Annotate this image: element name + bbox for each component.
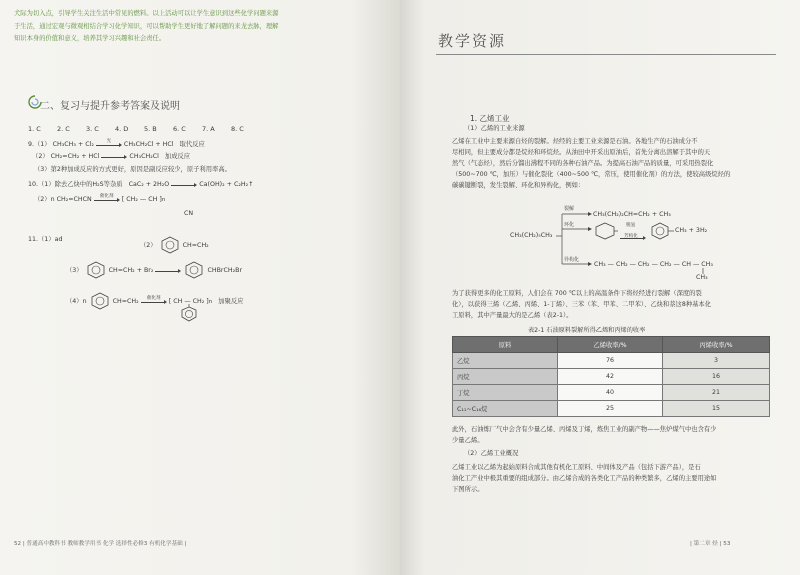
scheme-product3: CH₃ — CH₂ — CH₂ — CH₂ — CH — CH₃ xyxy=(594,261,713,268)
text-line: 油化工产业中极其重要的组成部分。由乙烯合成的各类化工产品的种类繁多，乙烯的主要用途如 xyxy=(452,475,717,482)
benzene-ring-icon xyxy=(159,236,181,254)
mc-answers xyxy=(28,125,260,133)
q11-part2 xyxy=(140,236,209,254)
q9-eq2-type: 加成反应 xyxy=(164,153,191,160)
q9-eq1-type: 取代反应 xyxy=(179,141,205,148)
reaction-arrow-icon xyxy=(620,233,646,241)
table-caption: 表2-1 石油原料裂解所得乙烯和丙烯的收率 xyxy=(528,327,646,334)
q11-p2-struct: CH=CH₂ xyxy=(182,242,209,249)
reaction-arrow-icon xyxy=(141,297,167,305)
cyclohexane-ring-icon xyxy=(592,221,618,241)
table-cell: 16 xyxy=(663,369,770,385)
page-footer-right: | 第二章 烃 | 53 xyxy=(690,541,731,547)
arrow-condition: 催化剂 xyxy=(146,296,161,301)
benzene-ring-icon xyxy=(178,304,200,322)
q9-line2 xyxy=(28,152,190,161)
q11-part3 xyxy=(66,261,242,279)
paragraph-cracking xyxy=(452,288,774,321)
scheme-branch-lines xyxy=(554,206,594,276)
mc-answer: 1. C xyxy=(28,125,41,133)
column-header: 丙烯收率/% xyxy=(663,337,770,353)
q11-p3-lhs: CH=CH₂ + Br₂ xyxy=(108,267,154,274)
mc-answer: 8. C xyxy=(231,125,244,133)
q11-p4-num: （4）n xyxy=(66,298,87,305)
table-cell: 42 xyxy=(558,369,663,385)
table-cell: 3 xyxy=(663,353,770,369)
q9-eq2-lhs: CH₂=CH₂ + HCl xyxy=(50,153,100,160)
q10-text: 10.（1）除去乙炔中的H₂S等杂质 xyxy=(28,181,123,188)
label-cyclization: 环化 xyxy=(564,222,575,228)
text-line: 尽相同，但主要成分都是烷烃和环烷烃。从油田中开采出原油后，首先分离出溶解于其中的天 xyxy=(452,149,711,156)
arrow-condition: 光 xyxy=(106,139,112,144)
table-header-row xyxy=(453,337,770,353)
page-footer-left: 52 | 普通高中教科书 教师教学用书 化学 选择性必修3 有机化学基础 | xyxy=(14,541,187,547)
q10-eq2-lhs: （2）n CH₂=CHCN xyxy=(34,196,92,203)
table-cell: 15 xyxy=(663,401,770,417)
text-line: 化），以获得三烯（乙烯、丙烯、1-丁烯）、三苯（苯、甲苯、二甲苯）、乙炔和萘这8种基本化 xyxy=(452,301,712,308)
right-page xyxy=(400,0,800,575)
q10-line1 xyxy=(28,180,253,189)
paragraph-source xyxy=(452,136,774,191)
q11-p4-n: n xyxy=(208,299,213,305)
text-line: 碳碳键断裂，发生裂解、环化和异构化，例如： xyxy=(452,182,585,189)
text-line: 乙烯在工业中主要来源自烃的裂解。烃经的主要工业来源是石油。各地生产的石油成分不 xyxy=(452,138,698,145)
mc-answer: 3. C xyxy=(86,125,99,133)
subheading-source: （1）乙烯的工业来源 xyxy=(464,125,525,132)
table-cell: C₁₁~C₁₆烷 xyxy=(453,401,558,417)
text-line: 此外，石油炼厂气中会含有少量乙烯、丙烯及丁烯，炼焦工业的副产物——焦炉煤气中也含有少 xyxy=(452,426,717,433)
q9-num2: （2） xyxy=(32,153,49,160)
table-cell: 丁烷 xyxy=(453,385,558,401)
heading-ethylene-industry: 1. 乙烯工业 xyxy=(470,114,510,123)
arrow-condition: 催化剂 xyxy=(100,194,114,199)
q9-eq1-rhs: CH₃CH₂Cl + HCl xyxy=(123,141,174,148)
q9-eq2-rhs: CH₃CH₂Cl xyxy=(129,153,159,160)
q9-num: 9.（1） xyxy=(28,141,51,148)
label-crack: 裂解 xyxy=(564,206,575,212)
q11-p3-rhs: CHBrCH₂Br xyxy=(207,267,243,274)
table-cell: 乙烷 xyxy=(453,353,558,369)
scheme-product2: CH₃ + 3H₂ xyxy=(675,227,708,234)
text-line: （500~700 ℃，加压）与催化裂化（400~500 ℃，常压，使用催化剂）的方法，使较高级烷烃的 xyxy=(452,171,731,178)
reaction-arrow-icon xyxy=(96,140,122,148)
text-line: 为了获得更多的化工原料，人们会在 700 ℃以上的高温条件下将烃经进行裂解（深度的裂 xyxy=(452,290,702,297)
subheading-overview: （2）乙烯工业概况 xyxy=(464,450,519,457)
table-row xyxy=(453,385,770,401)
scheme-product1: CH₃(CH₂)₂CH=CH₂ + CH₃ xyxy=(593,211,671,218)
text-line: 然气（气态烃），然后分馏出沸程不同的各种石油产品。为提高石油产品的质量，可采用热裂化 xyxy=(452,160,714,167)
mc-answer: 4. D xyxy=(115,125,129,133)
mc-answer: 5. B xyxy=(144,125,157,133)
table-row xyxy=(453,369,770,385)
reaction-arrow-icon xyxy=(155,266,181,274)
intro-line: 知识本身的价值和意义，培养其学习兴趣和社会责任。 xyxy=(14,35,166,42)
q11-p3-num: （3） xyxy=(66,267,83,274)
table-cell: 76 xyxy=(558,353,663,369)
benzene-ring-icon xyxy=(89,292,111,310)
text-line: 少量乙烯。 xyxy=(452,437,484,444)
table-row xyxy=(453,401,770,417)
q9-line3: （3）第2种加成反应的方式更好，原因是副反应较少，原子利用率高。 xyxy=(34,166,231,173)
q10-cn-group: CN xyxy=(184,210,194,217)
mc-answer: 2. C xyxy=(57,125,70,133)
q10-eq-lhs: CaC₂ + 2H₂O xyxy=(128,181,170,188)
section-title: 二、复习与提升参考答案及说明 xyxy=(40,101,180,112)
mc-answer: 7. A xyxy=(202,125,215,133)
q10-eq-rhs: Ca(OH)₂ + C₂H₂↑ xyxy=(199,181,254,188)
paragraph-refinery-gas xyxy=(452,424,774,446)
text-line: 工原料，其中产量最大的是乙烯（表2-1）。 xyxy=(452,312,573,319)
paragraph-overview xyxy=(452,462,774,495)
q11-part4 xyxy=(66,292,243,310)
q9-line1 xyxy=(28,140,205,149)
label-aromatization: 芳构化 xyxy=(624,234,638,239)
q11-p4-lhs: CH=CH₂ xyxy=(112,298,139,305)
q11-p4-poly: [ CH — CH₂ ] xyxy=(168,298,209,305)
yield-table xyxy=(452,336,770,417)
q11-p2-num: （2） xyxy=(140,242,157,249)
title-divider xyxy=(436,54,776,55)
table-cell: 25 xyxy=(558,401,663,417)
page-title: 教学资源 xyxy=(438,32,507,50)
text-line: 下图所示。 xyxy=(452,486,484,493)
intro-line: 于生活，通过宏观与微观相结合学习化学知识，可以帮助学生更好地了解问题的来龙去脉，理解 xyxy=(14,22,279,30)
q10-line2 xyxy=(34,195,165,204)
q9-eq1-lhs: CH₃CH₃ + Cl₂ xyxy=(52,141,94,148)
intro-paragraph xyxy=(14,8,384,46)
label-isomerization: 异构化 xyxy=(564,257,580,263)
benzene-ring-icon xyxy=(648,221,674,241)
reaction-arrow-icon xyxy=(101,152,127,160)
q10-polymer-n: n xyxy=(161,197,166,203)
reaction-arrow-icon xyxy=(94,195,120,203)
scheme-product3-branch: CH₃ xyxy=(696,274,708,281)
table-cell: 40 xyxy=(558,385,663,401)
benzene-ring-icon xyxy=(183,261,205,279)
q10-polymer: [ CH₂ — CH ] xyxy=(121,196,162,203)
q11-p4-type: 加聚反应 xyxy=(218,298,244,305)
benzene-ring-icon xyxy=(85,261,107,279)
table-row xyxy=(453,353,770,369)
text-line: 乙烯工业以乙烯为起始原料合成其他有机化工原料、中间体及产品（包括下游产品），是石 xyxy=(452,464,701,471)
table-cell: 21 xyxy=(663,385,770,401)
scheme-reactant: CH₃(CH₂)₅CH₃ xyxy=(510,232,553,239)
table-cell: 丙烷 xyxy=(453,369,558,385)
reaction-arrow-icon xyxy=(171,180,197,188)
label-dehydro: 脱氢 xyxy=(626,223,636,228)
column-header: 乙烯收率/% xyxy=(558,337,663,353)
q11-part1: 11.（1）ad xyxy=(28,236,63,243)
column-header: 原料 xyxy=(453,337,558,353)
intro-line: 犬际为切入点，引导学生关注生活中常见的燃料。以上活动可以让学生意识到这些化学问题来源 xyxy=(14,10,279,17)
mc-answer: 6. C xyxy=(173,125,186,133)
